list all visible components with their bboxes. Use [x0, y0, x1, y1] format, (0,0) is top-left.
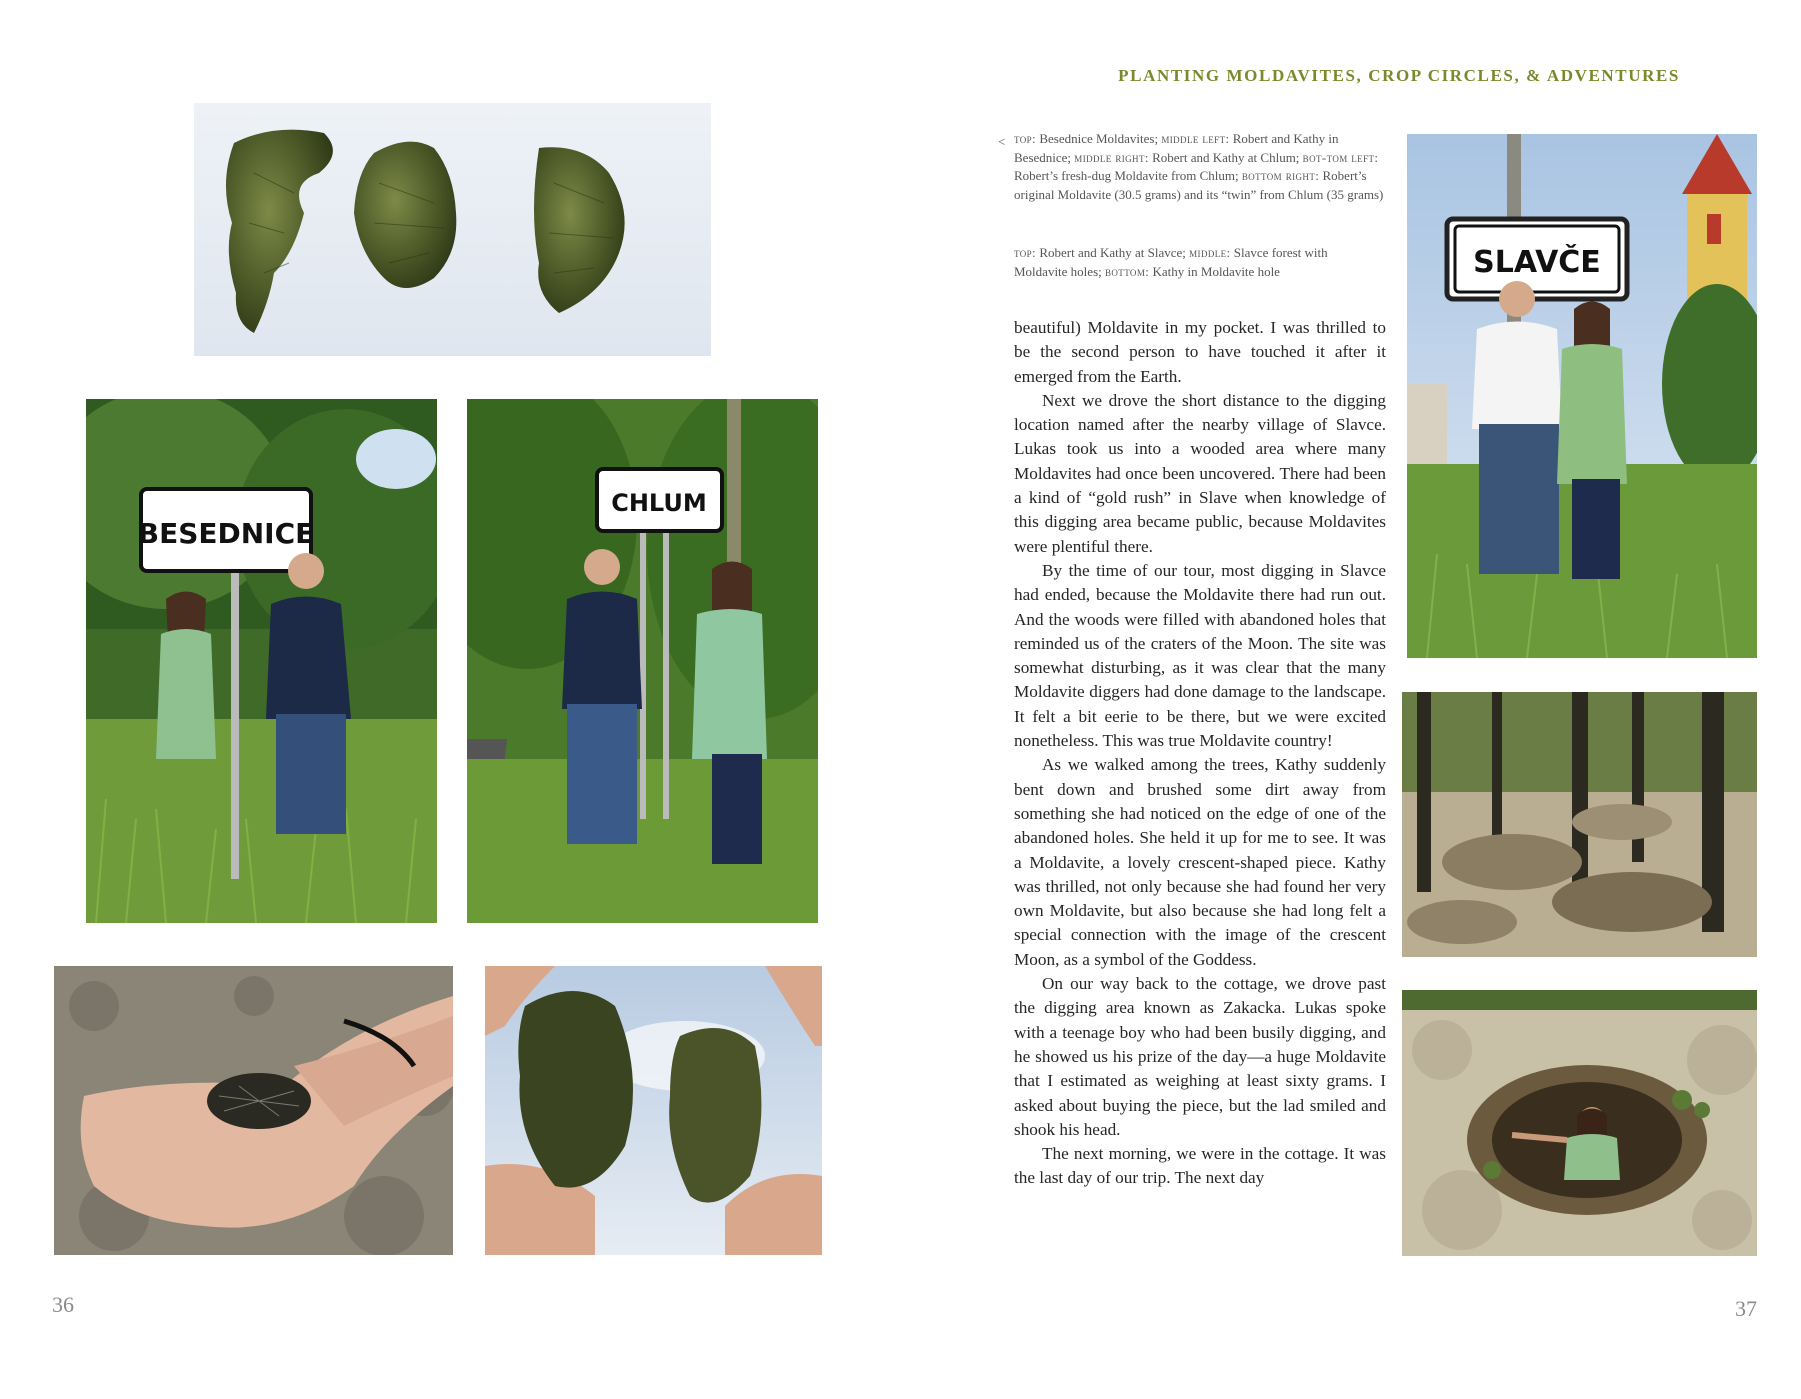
caption-bottom-left-label: bot-tom left: [1302, 149, 1379, 165]
caption-left-photos [1014, 130, 1384, 204]
caption-arrow: < [998, 134, 1006, 149]
running-head: PLANTING MOLDAVITES, CROP CIRCLES, & ADVENTURES [1118, 66, 1680, 85]
caption-bottom-left-text: Robert’s fresh-dug Moldavite from Chlum; [1014, 168, 1239, 183]
besednice-sign-text: BESEDNICE [137, 517, 315, 550]
photo-moldavite-twins [485, 966, 822, 1255]
body-paragraph: beautiful) Moldavite in my pocket. I was thrilled to be the second person to have touched it after it emerged from the Earth. [1014, 318, 1386, 386]
caption2-top-label: top: [1014, 245, 1037, 260]
caption2-bottom-label: bottom: [1105, 263, 1150, 279]
body-text [1014, 316, 1386, 1191]
photo-fresh-dug-moldavite [54, 966, 453, 1255]
page-number-left: 36 [52, 1292, 74, 1317]
body-paragraph: As we walked among the trees, Kathy suddenly bent down and brushed some dirt away from something she had noticed on the edge of one of the abandoned holes. She held it up for me to see. It was a Moldavite, a lovely crescent-shaped piece. Kathy was thrilled, not only because she had found her very own Moldavite, but also because she had long felt a special connection with the image of the crescent Moon, as a symbol of the Goddess. [1014, 755, 1386, 969]
body-paragraph: By the time of our tour, most digging in Slavce had ended, because the Moldavite there had run out. And the woods were filled with abandoned holes that reminded us of the craters of the Moon. The site was somewhat disturbing, as it was clear that the many Moldavite diggers had done damage to the landscape. It felt a bit eerie to be there, but we were excited nonetheless. This was true Moldavite country! [1014, 560, 1386, 751]
photo-besednice-moldavites [194, 103, 711, 356]
caption-bottom-right-text: Robert’s original Moldavite (30.5 grams) and its “twin” from Chlum (35 grams) [1014, 168, 1384, 202]
caption-right-photos [1014, 244, 1384, 281]
chlum-sign-text: CHLUM [611, 489, 707, 517]
body-paragraph: Next we drove the short distance to the digging location named after the nearby village of Slavce. Lukas took us into a wooded area where many Moldavites had once been uncovered. There had been a kind of “gold rush” in Slave when knowledge of this digging area became public, because Moldavites were plentiful there. [1014, 390, 1386, 556]
caption-middle-right-label: middle right: [1074, 149, 1149, 165]
caption-middle-left-label: middle left: [1161, 131, 1230, 146]
slavce-sign-text: SLAVČE [1473, 245, 1601, 280]
caption2-middle-text: Slavce forest with Moldavite holes; [1014, 245, 1328, 279]
caption2-middle-label: middle: [1189, 245, 1231, 260]
caption2-bottom-text: Kathy in Moldavite hole [1152, 263, 1280, 279]
caption-top-label: top: [1014, 131, 1037, 146]
page-number-right: 37 [1735, 1296, 1757, 1321]
photo-robert-kathy-chlum [467, 399, 818, 923]
photo-robert-kathy-besednice [86, 399, 437, 923]
body-paragraph: The next morning, we were in the cottage. It was the last day of our trip. The next day [1014, 1144, 1386, 1188]
caption-bottom-right-label: bottom right: [1241, 168, 1320, 183]
photo-kathy-in-moldavite-hole [1402, 990, 1757, 1256]
caption-middle-left-text: Robert and Kathy in Besednice; [1014, 131, 1339, 165]
photo-slavce-forest-holes [1402, 692, 1757, 957]
caption-top-text: Besednice Moldavites; [1039, 131, 1159, 146]
caption2-top-text: Robert and Kathy at Slavce; [1039, 245, 1186, 260]
photo-robert-kathy-slavce [1407, 134, 1757, 658]
body-paragraph: On our way back to the cottage, we drove past the digging area known as Zakacka. Lukas spoke with a teenage boy who had been busily digging, and he showed us his prize of the day—a huge Moldavite that I estimated as weighing at least sixty grams. I asked about buying the piece, but the lad smiled and shook his head. [1014, 974, 1386, 1139]
caption-middle-right-text: Robert and Kathy at Chlum; [1152, 149, 1300, 165]
